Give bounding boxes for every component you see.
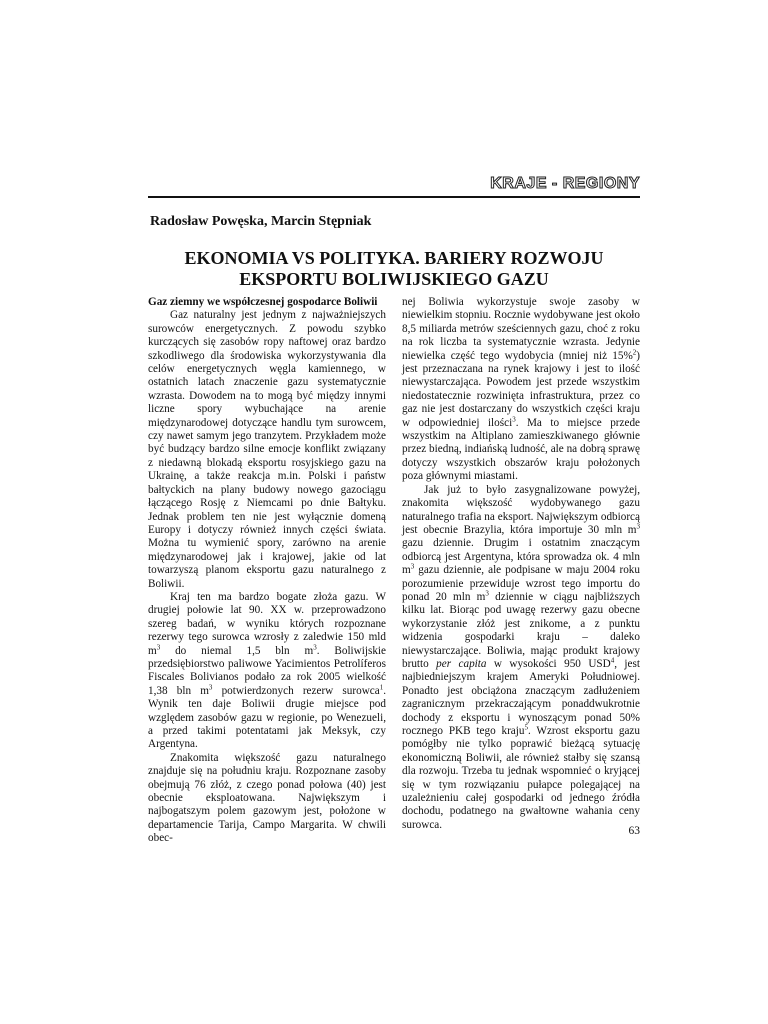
paragraph: Kraj ten ma bardzo bogate złoża gazu. W drugiej połowie lat 90. XX w. przeprowadzono szereg badań, w wyniku których rozpoznane rezerwy tego surowca wzrosły z zaledwie 150 mld $m^3$ do niemal 1,5 bln $m^3$. Boliwijskie przedsiębiorstwo paliwowe Yacimientos Petrolíferos Fiscales Bolivianos podało za rok 2005 wielkość 1,38 bln $m^3$ potwierdzonych rezerw surowca$^1$. Wynik ten daje Boliwii drugie miejsce pod względem zasobów gazu w regionie, po Wenezueli, a przed takimi potentatami jak Meksyk, czy Argentyna. xyxy=(148,590,387,751)
left-column xyxy=(148,296,386,846)
footnote-ref[interactable]: 4 xyxy=(610,656,615,665)
paragraph: nej Boliwia wykorzystuje swoje zasoby w niewielkim stopniu. Rocznie wydobywane jest około 8,5 miliarda metrów sześciennych gazu, choć z roku na rok liczba ta systematycznie wzrasta. Jedynie niewielka część tego wydobycia (mniej niż 15%$^2$) jest przeznaczana na rynek krajowy i jest to ilość niewystarczająca. Powodem jest przede wszystkim niedostatecznie rozwinięta infrastruktura, przez co gaz nie jest dostarczany do wszystkich części kraju w odpowiedniej ilości$^3$. Ma to miejsce przede wszystkim na Altiplano zamieszkiwanego głównie przez biedną, indiańską ludność, ale na dobrą sprawę dotyczy wszystkich obszarów kraju położonych poza głównymi miastami. xyxy=(402,296,641,483)
footnote-ref[interactable]: 3 xyxy=(512,414,516,423)
paragraph: Znakomita większość gazu naturalnego znajduje się na południu kraju. Rozpoznane zasoby obejmują 76 złóż, z czego ponad połowa (40) jest obecnie eksploatowana. Największym i najbogatszym polem gazowym jest, położone w departamencie Tarija, Campo Margarita. W chwili obec- xyxy=(148,751,386,845)
footnote-ref[interactable]: 2 xyxy=(632,347,637,356)
footnote-ref[interactable]: 1 xyxy=(379,683,384,692)
paragraph: Gaz naturalny jest jednym z najważniejszych surowców energetycznych. Z powodu szybko kurczących się zasobów ropy naftowej oraz bardzo szkodliwego dla środowiska wykorzystywania dla celów energetycznych węgla kamiennego, w ostatnich latach znaczenie gazu systematycznie wzrasta. Dowodem na to mogą być między innymi liczne spory wybuchające na arenie międzynarodowej dotyczące handlu tym surowcem, czy nawet samym jego tranzytem. Przykładem może być budzący bardzo silne emocje konflikt związany z niedawną blokadą eksportu rosyjskiego gazu na Ukrainę, a także reakcja m.in. Polski i państw bałtyckich na plany budowy nowego gazociągu łączącego Rosję z Niemcami po dnie Bałtyku. Jednak problem ten nie jest wyłącznie domeną Europy i dotyczy również innych części świata. Można tu wymienić spory, zarówno na arenie międzynarodowej jak i krajowej, jakie od lat towarzyszą planom eksportu gazu naturalnego z Boliwii. xyxy=(148,309,386,590)
section-divider xyxy=(148,196,640,198)
title-line-1: EKONOMIA VS POLITYKA. BARIERY ROZWOJU xyxy=(184,248,604,268)
page-number: 63 xyxy=(628,825,640,837)
section-label: KRAJE - REGIONY xyxy=(490,175,640,192)
paragraph: Jak już to było zasygnalizowane powyżej, znakomita większość wydobywanego gazu naturalnego trafia na eksport. Największym odbiorcą jest obecnie Brazylia, która importuje 30 mln $m^3$ gazu dziennie. Drugim i ostatnim znaczącym odbiorcą jest Argentyna, która sprowadza ok. 4 mln $m^3$ gazu dziennie, ale podpisane w maju 2004 roku porozumienie przewiduje wzrost tego importu do ponad 20 mln $m^3$ dziennie w ciągu najbliższych kilku lat. Biorąc pod uwagę rezerwy gazu obecne wykorzystanie złóż jest znikome, a z punktu widzenia gospodarki kraju – daleko niewystarczające. Boliwia, mając produkt krajowy brutto per capita w wysokości 950 USD$^4$, jest najbiedniejszym krajem Ameryki Południowej. Ponadto jest obciążona znaczącym zadłużeniem zagranicznym przekraczającym ponaddwukrotnie dochody z eksportu i wynoszącym ponad 50% rocznego PKB tego kraju$^5$. Wzrost eksportu gazu pomógłby nie tylko poprawić bieżącą sytuację ekonomiczną Boliwii, ale również stałby się szansą dla rozwoju. Trzeba tu jednak wspomnieć o kryjącej się w tym rozwiązaniu pułapce polegającej na uzależnieniu całej gospodarki od jednego źródła dochodu, podatnego na gwałtowne wahania ceny surowca. xyxy=(402,483,640,831)
paragraph xyxy=(148,296,386,309)
article-authors: Radosław Powęska, Marcin Stępniak xyxy=(150,214,372,229)
title-line-2: EKSPORTU BOLIWIJSKIEGO GAZU xyxy=(239,269,549,289)
section-subheading: Gaz ziemny we współczesnej gospodarce Boliwii xyxy=(148,296,378,308)
article-title xyxy=(148,248,640,290)
footnote-ref[interactable]: 5 xyxy=(524,723,528,732)
right-column xyxy=(402,296,640,832)
